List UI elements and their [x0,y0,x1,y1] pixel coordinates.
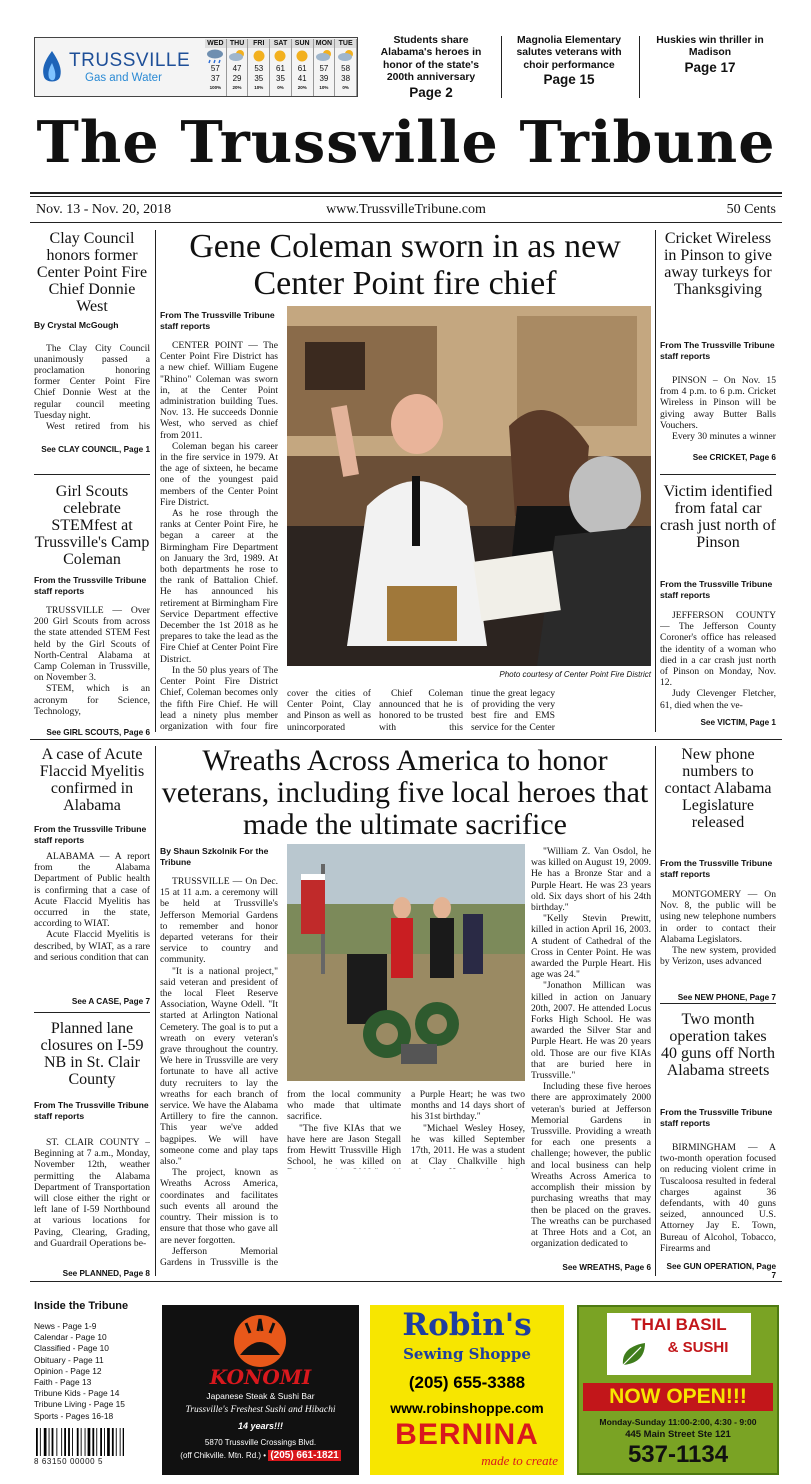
barcode-bar [96,1428,97,1456]
weather-high: 57 [210,64,220,73]
story-girl-scouts[interactable] [34,483,150,735]
story-body: ALABAMA — A report from the Alabama Department of Public health is confirming that a case of Acute Flaccid Myelitis has occurred in the state, according to WIAT. Acute Flaccid Myelitis is described, by WIAT, as a rare and serious condition that can [34,851,150,963]
masthead-rule [30,196,782,197]
weather-precip: 10% [254,85,264,90]
teaser-3-page: Page 17 [684,59,736,75]
story-body: BIRMINGHAM — A two-month operation focused on reducing violent crime in Tuscaloosa resulted in federal charges against 36 defendants, with 40 guns seized, announced U.S. Attorney Jay E. Town, Bureau of Alcohol, Tobacco, Firearms and [660,1142,776,1252]
weather-precip: 20% [297,85,307,90]
barcode-bar [68,1428,70,1456]
weather-low: 29 [232,74,242,83]
sponsor-tagline: Gas and Water [85,72,162,84]
barcode-bar [85,1428,86,1456]
barcode-bar [36,1428,38,1456]
teaser-2-page: Page 15 [543,72,595,88]
weather-high: 58 [341,64,351,73]
weather-low: 41 [297,74,307,83]
cloud-icon [336,48,356,64]
weather-low: 37 [210,74,220,83]
masthead-title: The Trussville Tribune [36,109,776,176]
weather-low: 35 [276,74,285,83]
story-headline: Cricket Wireless in Pinson to give away turkeys for Thanksgiving [663,230,772,298]
jump-link[interactable]: See CRICKET, Page 6 [692,453,776,462]
index-item[interactable]: Faith - Page 13 [34,1377,92,1388]
thai-sub: & SUSHI [667,1339,729,1356]
story-byline: From The Trussville Tribune staff reports [660,340,775,361]
story-byline: By Crystal McGough [34,320,119,330]
konomi-years: 14 years!!! [237,1421,284,1431]
weather-high: 61 [276,64,285,73]
issue-dates: Nov. 13 - Nov. 20, 2018 [36,202,172,217]
story-body: MONTGOMERY — On Nov. 8, the public will be using new telephone numbers in order to contact their Alabama Legislators. The new system, provided by Verizon, uses advanced [660,889,776,968]
index-item[interactable]: Opinion - Page 12 [34,1365,102,1376]
sun-icon [270,48,290,64]
story-body: PINSON – On Nov. 15 from 4 p.m. to 6 p.m. Cricket Wireless in Pinson will be giving away Butter Balls Vouchers. Every 30 minutes a winner [660,375,776,441]
barcode-bar [120,1428,121,1456]
index-item[interactable]: Tribune Kids - Page 14 [34,1388,120,1399]
story-victim[interactable] [660,483,776,735]
barcode-bar [100,1428,102,1456]
story-clay-council[interactable] [34,230,150,468]
jump-link[interactable]: See NEW PHONE, Page 7 [677,993,776,1002]
konomi-name: KONOMI [209,1365,312,1389]
jump-link[interactable]: See WREATHS, Page 6 [562,1263,651,1272]
ad-thai-basil[interactable] [577,1305,779,1475]
teaser-3-text: Huskies win thriller in Madison [656,35,764,59]
story-lane-closures[interactable] [34,1020,150,1278]
weather-day [292,39,314,96]
weather-high: 57 [319,64,329,73]
story-body: ST. CLAIR COUNTY – Beginning at 7 a.m., Monday, November 12th, weather permitting the Alabama Department of Transportation will close either the right or left lane of I-59 Northbound at various locations for Paving, Clearing, Grading, and Guardrail Operations be- [34,1137,150,1249]
weather-precip: 10% [319,85,329,90]
robins-sub: Sewing Shoppe [403,1345,531,1363]
lead-col-3: Chief Coleman announced that he is honored to be trusted with this [379,688,463,733]
barcode-bar [92,1428,94,1456]
konomi-contact: (off Chikville. Mtn. Rd.) • (205) 661-1821 [180,1450,339,1461]
section-divider [30,739,782,740]
index-list [34,1321,154,1422]
basil-leaf-icon [619,1339,649,1369]
teaser-3[interactable] [645,35,775,76]
teaser-2-text: Magnolia Elementary salutes veterans with choir performance [516,35,622,71]
weather-high: 61 [297,64,307,73]
story-divider [34,1012,150,1013]
robins-web[interactable]: www.robinshoppe.com [390,1400,544,1416]
weather-day [335,39,357,96]
weather-day-label: TUE [335,39,356,48]
issue-price: 50 Cents [726,202,776,217]
weather-precip: 20% [232,85,242,90]
jump-link[interactable]: See A CASE, Page 7 [71,997,150,1006]
story-byline: From the Trussville Tribune staff reports [34,575,147,596]
section-divider [30,1281,782,1282]
index-box [34,1300,154,1470]
barcode-bar [64,1428,66,1456]
barcode-bar [44,1428,47,1456]
barcode [34,1428,124,1456]
barcode-bar [81,1428,82,1456]
barcode-bar [88,1428,91,1456]
story-phone-numbers[interactable] [660,746,776,1008]
weather-low: 35 [254,74,264,83]
column-rule [155,230,156,732]
wreaths-col-1: TRUSSVILLE — On Dec. 15 at 11 a.m. a ceremony will be held at Trussville's Jefferson Memorial Gardens to remember and honor departed veterans for their service to country and community. "It is a national project," said veteran and president of the local Fleet Reserve Association, Wayne Odell. "It started at Arlington National Cemetery. The goal is to put a wreath on every veteran's grave throughout the country. We here in Trussville are very fortunate to have all active duty recruiters to lay the wreaths for each branch of service. We have the Alabama Artillery to fire the cannon. This year we've added bagpipes. We will have someone come and play taps also." The project, known as Wreaths Across America, coordinates and facilitates such events all around the country. Their mission is to ensure that those who gave all are never forgotten. Jefferson Memorial Gardens in Trussville is the [160,876,278,1266]
story-body: JEFFERSON COUNTY — The Jefferson County Coroner's office has released the identity of a woman who died in a car crash just north of Pinson on Monday, Nov. 12. Judy Clevenger Fletcher, 61, died when the ve- [660,610,776,710]
weather-day [314,39,336,96]
story-divider [34,474,150,475]
robins-phone: (205) 655-3388 [408,1373,526,1392]
index-item[interactable]: Tribune Living - Page 15 [34,1399,125,1410]
wreaths-headline[interactable]: Wreaths Across America to honor veterans, including five local heroes that made the ultimate sacrifice [161,744,649,841]
thai-banner: NOW OPEN!!! [583,1383,773,1411]
index-item[interactable]: Sports - Pages 16-18 [34,1410,114,1421]
column-rule [655,230,656,732]
teaser-divider [639,36,640,98]
sun-icon [292,48,312,64]
weather-day-label: SUN [292,39,313,48]
weather-day-label: FRI [248,39,269,48]
jump-link[interactable]: See VICTIM, Page 1 [700,718,776,727]
weather-forecast [205,39,357,96]
story-divider [660,474,776,475]
jump-link[interactable]: See CLAY COUNCIL, Page 1 [41,444,150,454]
barcode-bar [56,1428,57,1456]
index-item[interactable]: Calendar - Page 10 [34,1332,107,1343]
photo-scene [287,306,651,666]
index-item[interactable]: News - Page 1-9 [34,1321,97,1331]
ad-robins-sewing[interactable] [370,1305,564,1475]
thai-address: 445 Main Street Ste 121 [625,1429,731,1440]
photo-scene [287,844,525,1081]
story-headline: Planned lane closures on I-59 NB in St. Clair County [40,1020,144,1088]
story-headline: Clay Council honors former Center Point Fire Chief Donnie West [36,230,148,315]
story-cricket[interactable] [660,230,776,470]
story-byline: From The Trussville Tribune staff reports [34,1100,149,1121]
barcode-bar [72,1428,73,1456]
story-body: TRUSSVILLE — Over 200 Girl Scouts from across the state attended STEM Fest held by the Girl Scouts of North-Central Alabama at Camp Coleman in Trussville, on November 3. STEM, which is an acronym for Science, Technology, [34,605,150,717]
wreaths-byline: By Shaun Szkolnik For the Tribune [160,846,269,867]
thai-name: THAI BASIL [631,1315,727,1334]
wreaths-col-3: a Purple Heart; he was two months and 14 days short of his 31st birthday." "Michael Wesley Hosey, he was killed September 17th, 2011. He was a student at Clay Chalkville high [411,1089,525,1168]
teaser-1-page: Page 2 [409,84,453,100]
barcode-bar [112,1428,114,1456]
photo-wreaths [287,844,525,1081]
teaser-1[interactable] [368,35,494,101]
lead-byline: From The Trussville Tribune staff reports [160,310,275,331]
index-title: Inside the Tribune [34,1300,129,1312]
weather-low: 38 [341,74,351,83]
barcode-bar [107,1428,110,1456]
teaser-1-text: Students share Alabama's heroes in honor of the state's 200th anniversary [380,35,482,84]
weather-precip: 0% [277,85,284,90]
weather-day [227,39,249,96]
story-byline: From the Trussville Tribune staff reports [660,1107,773,1128]
story-headline: Victim identified from fatal car crash just north of Pinson [660,483,776,551]
weather-low: 39 [319,74,329,83]
lead-col-1: CENTER POINT — The Center Point Fire District has a new chief. William Eugene "Rhino" Coleman was sworn in, at the Center Point administration building Tues. Nov. 13. He succeeds Donnie West, who served as chief from 2011. Coleman began his career in the fire service in 1979. At the age of sixteen, he became one of the youngest paid members of the Center Point Fire District. As he rose through the ranks at Center Point Fire, he began a career at the Birmingham Fire Department on January the 3rd, 1989. At both departments he rose to the rank of Battalion Chief. He has announced his retirement at Birmingham Fire Service Department effective December the 1st 2018 as he prepares to take the lead as the Fire Chief at Center Point Fire District. In the 50 plus years of The Center Point Fire District Chief, Coleman becomes only the fifth Fire Chief. He will lead a ninety plus member organization with four fire [160,340,278,732]
story-body: The Clay City Council unanimously passed a proclamation honoring former Center Point Fire Chief Donnie West at the regular council meeting Tuesday night. West retired from his [34,342,150,431]
lead-col-2: cover the cities of Center Point, Clay and Pinson as well as unincorporated [287,688,371,733]
cloud-icon [227,48,247,64]
konomi-address: 5870 Trussville Crossings Blvd. [204,1438,317,1447]
konomi-subtitle: Japanese Steak & Sushi Bar [206,1391,315,1401]
weather-high: 47 [232,64,242,73]
weather-precip: 100% [209,85,222,90]
barcode-bar [116,1428,117,1456]
column-rule [155,746,156,1276]
cloud-icon [314,48,334,64]
weather-high: 53 [254,64,264,73]
barcode-bar [123,1428,124,1456]
thai-phone: 537-1134 [627,1441,729,1468]
index-item[interactable]: Classified - Page 10 [34,1343,109,1354]
weather-day-label: THU [227,39,248,48]
barcode-bar [61,1428,62,1456]
rain-icon [205,48,225,64]
jump-link[interactable]: See GIRL SCOUTS, Page 6 [46,728,150,737]
story-headline: A case of Acute Flaccid Myelitis confirmed in Alabama [39,746,145,814]
weather-day [270,39,292,96]
sun-icon [249,48,269,64]
konomi-tagline: Trussville's Freshest Sushi and Hibachi [185,1405,336,1415]
barcode-bar [49,1428,50,1456]
robins-name: Robin's [402,1307,532,1343]
wreaths-col-2: from the local community who made that ultimate sacrifice. "The five KIAs that we have here are Jason Stegall from Hewitt Trussville High School, he was killed on [287,1089,401,1168]
story-byline: From the Trussville Tribune staff reports [660,858,773,879]
website-link[interactable]: www.TrussvilleTribune.com [326,202,486,217]
barcode-bar [40,1428,41,1456]
bernina-slogan: made to create [481,1453,558,1468]
story-byline: From the Trussville Tribune staff reports [660,579,773,600]
thai-hours: Monday-Sunday 11:00-2:00, 4:30 - 9:00 [599,1417,757,1427]
sponsor-logo [39,44,199,90]
masthead-rule [30,192,782,194]
index-item[interactable]: Obituary - Page 11 [34,1354,104,1365]
column-rule [655,746,656,1276]
konomi-phone: (205) 661-1821 [270,1450,339,1461]
story-divider [660,1003,776,1004]
barcode-bar [77,1428,79,1456]
barcode-bar [52,1428,54,1456]
weather-day-label: SAT [270,39,291,48]
weather-precip: 0% [342,85,349,90]
weather-box [34,37,358,97]
story-headline: Girl Scouts celebrate STEMfest at Trussville's Camp Coleman [34,483,150,568]
jump-link[interactable]: See PLANNED, Page 8 [62,1269,150,1278]
story-headline: Two month operation takes 40 guns off North Alabama streets [661,1011,775,1079]
lead-col-4: tinue the great legacy of providing the very best fire and EMS service for the Center [471,688,555,733]
teaser-divider [501,36,502,98]
konomi-logo-icon [220,1311,300,1367]
lead-headline[interactable]: Gene Coleman sworn in as new Center Point fire chief [189,228,621,302]
jump-link[interactable]: See GUN OPERATION, Page 7 [666,1262,776,1280]
photo-swearing-in [287,306,651,666]
flame-icon [39,50,65,86]
dateline-rule [30,222,782,223]
weather-day-label: WED [205,39,226,48]
story-flaccid-myelitis[interactable] [34,746,150,1008]
photo-caption: Photo courtesy of Center Point Fire District [499,670,651,679]
bernina-brand: BERNINA [395,1418,539,1451]
ad-konomi[interactable] [162,1305,359,1475]
story-byline: From the Trussville Tribune staff reports [34,824,147,845]
wreaths-col-4: "William Z. Van Osdol, he was killed on August 19, 2009. He has a Bronze Star and a Purple Heart. He was 23 years old. Six days short of his 24th birthday." "Kelly Stevin Prewitt, killed in action April 16, 2003. A student of Cathedral of the Cross in Center Point. He was awarded the Purple Heart. His age was 24." "Jonathon Millican was killed in action on January 20th, 2007. He attended Locus Forks High School. He was awarded the Silver Star and Purple Heart. He was 20 years old. Those are our five KIAs that are buried here in Trussville." Including these five heroes there are approximately 2000 veteran's buried at Jefferson Memorial Gardens in Trussville. Providing a wreath for each one presents a challenge; however, the public and local business can help Wreaths Across America to accomplish their mission by purchasing wreaths that may then be placed on the graves. The wreaths can be purchased at Three Hots and a Cot, an organization dedicated to [531,846,651,1250]
story-gun-operation[interactable] [660,1011,776,1280]
weather-day-label: MON [314,39,335,48]
teaser-2[interactable] [505,35,633,88]
sponsor-name: TRUSSVILLE [69,50,191,71]
barcode-number: 8 63150 00000 5 [34,1457,104,1466]
story-headline: New phone numbers to contact Alabama Legislature released [664,746,772,831]
weather-day [205,39,227,96]
weather-day [248,39,270,96]
barcode-bar [104,1428,105,1456]
